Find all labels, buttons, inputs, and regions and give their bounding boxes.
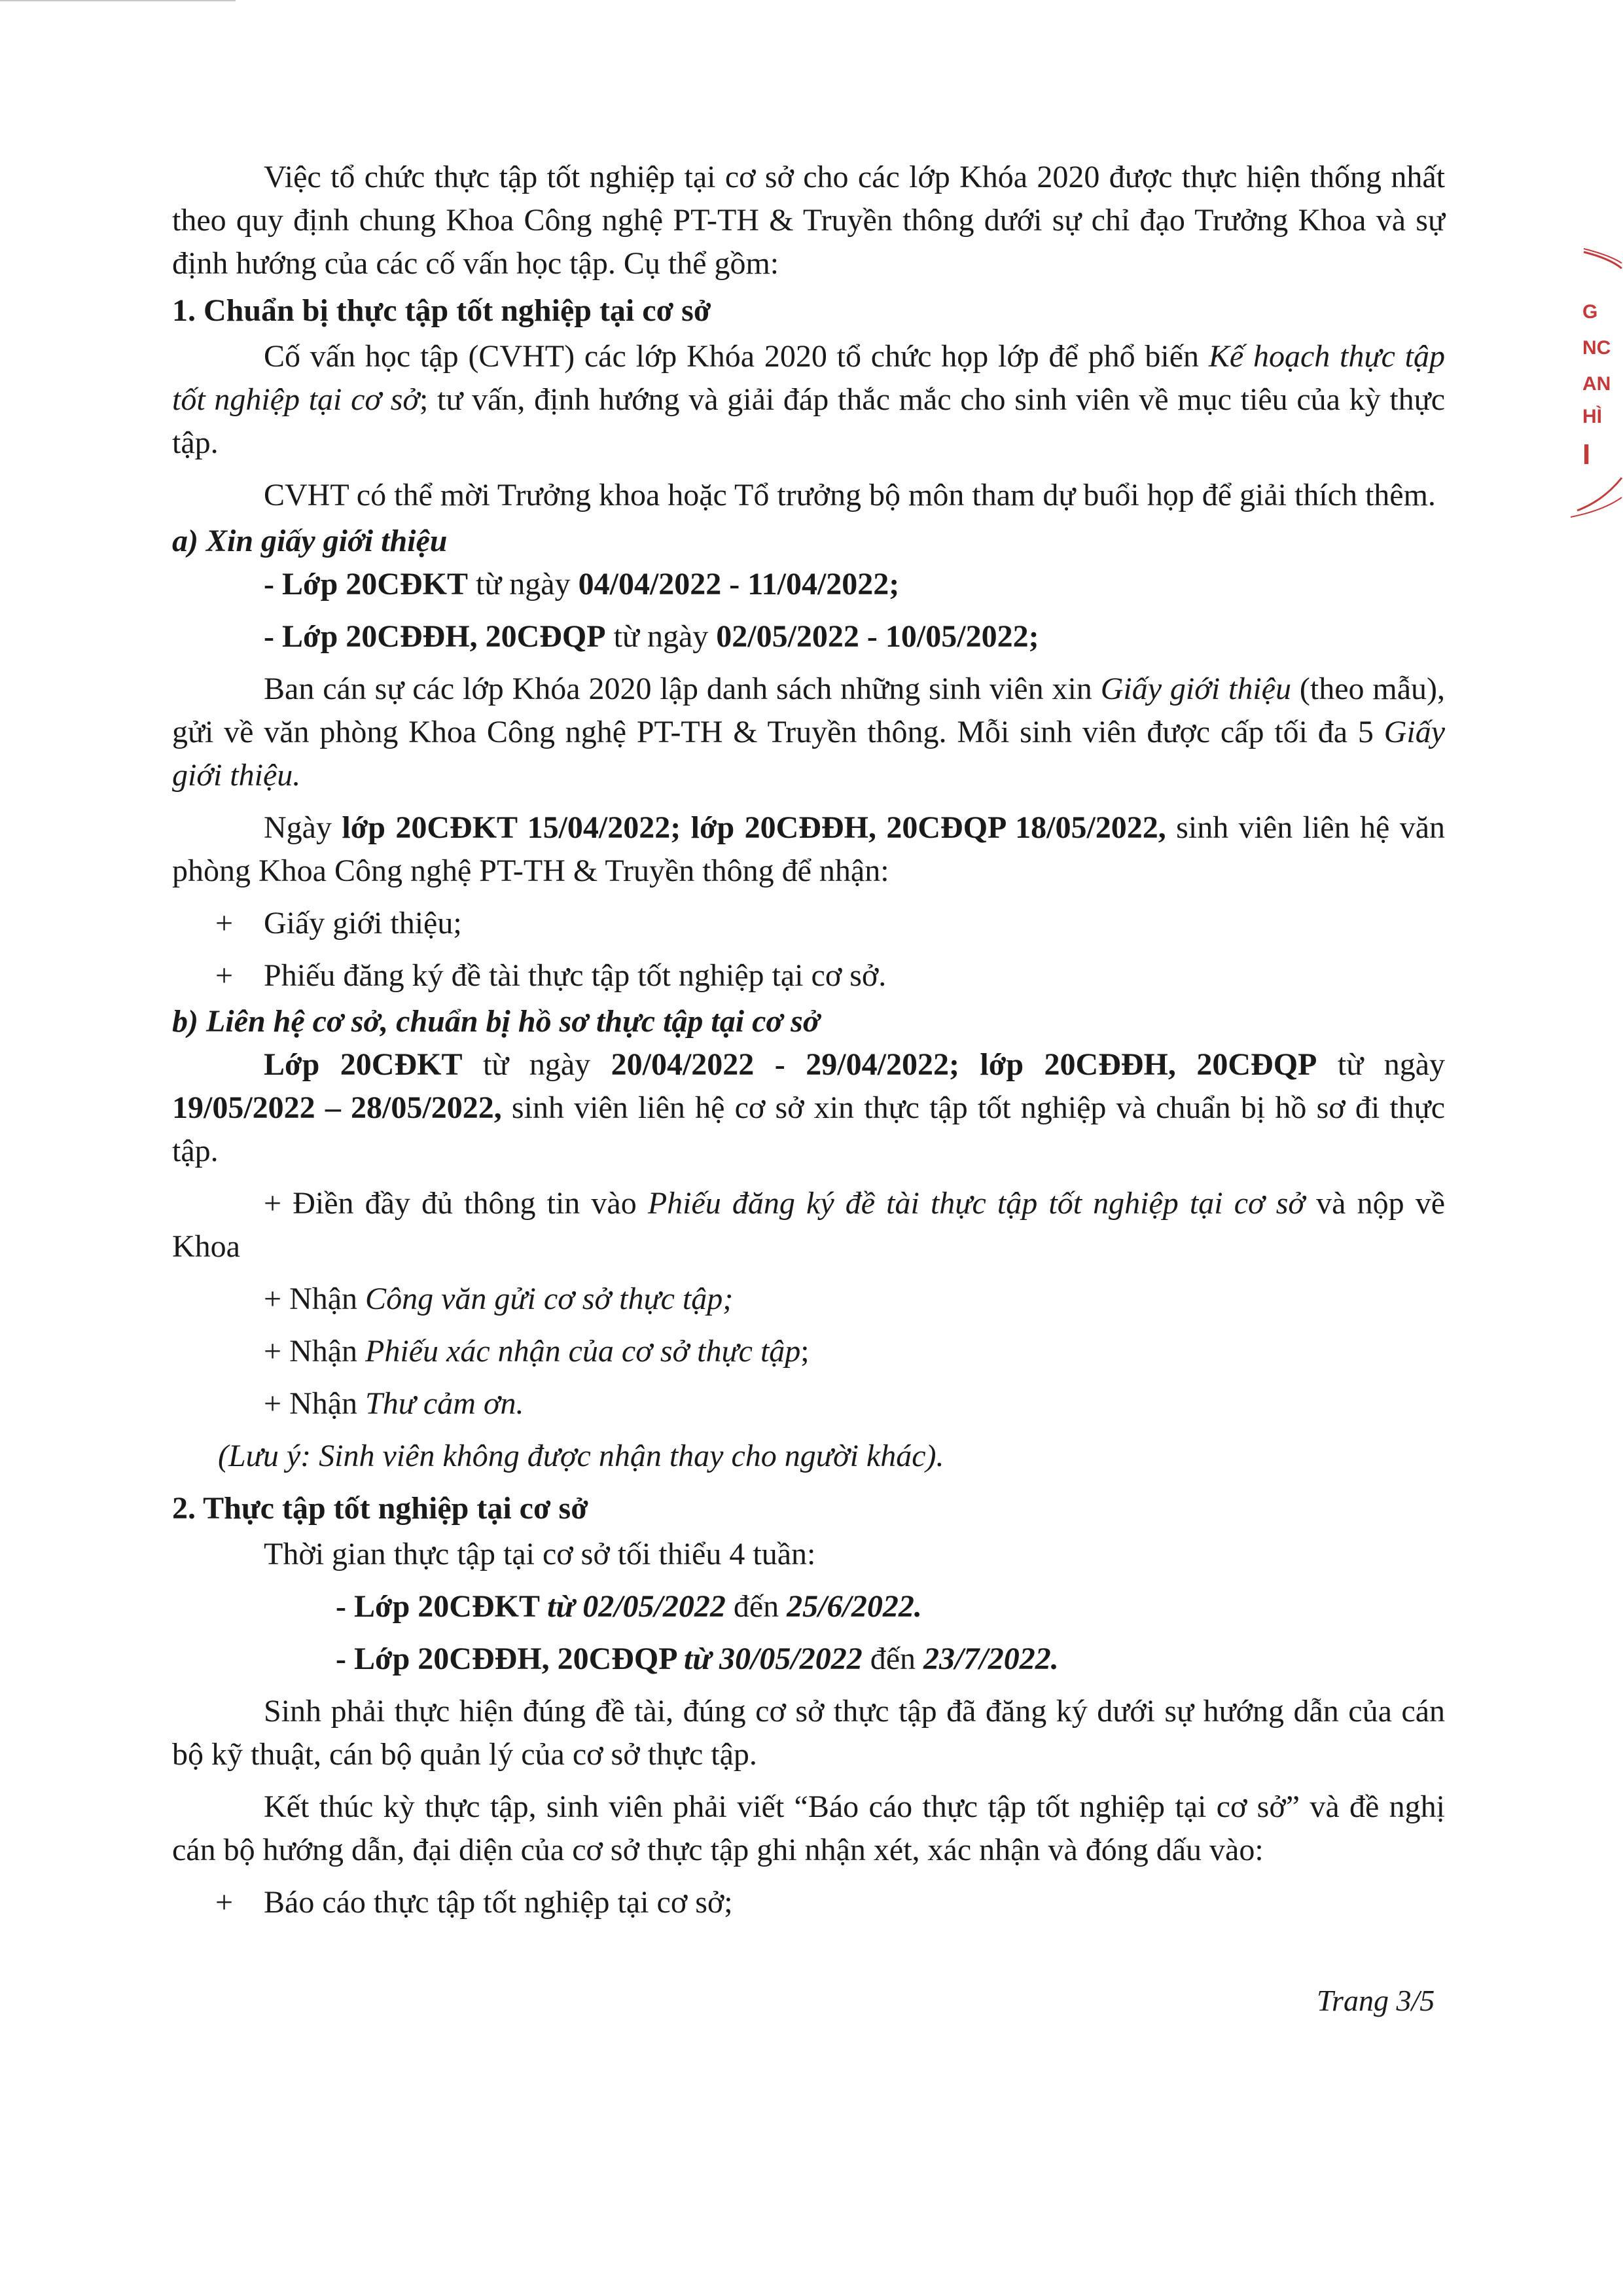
list-item: + Phiếu đăng ký đề tài thực tập tốt nghiệp tại cơ sở.: [172, 954, 1445, 997]
paragraph-topic: Sinh phải thực hiện đúng đề tài, đúng cơ sở thực tập đã đăng ký dưới sự hướng dẫn của cán bộ kỹ thuật, cán bộ quản lý của cơ sở thực tập.: [172, 1694, 1445, 1772]
paragraph-list: Ban cán sự các lớp Khóa 2020 lập danh sách những sinh viên xin Giấy giới thiệu (theo mẫu), gửi về văn phòng Khoa Công nghệ PT-TH & Truyền thông. Mỗi sinh viên được cấp tối đa 5 Giấy giới thiệu.: [172, 672, 1446, 793]
step-receive-confirmation: + Nhận Phiếu xác nhận của cơ sở thực tập;: [264, 1334, 810, 1369]
bullet-plus: +: [215, 1885, 234, 1920]
list-item: + Giấy giới thiệu;: [172, 902, 1445, 945]
stamp-letter: AN: [1582, 373, 1611, 395]
period-line-20cdkt: - Lớp 20CĐKT từ 02/05/2022 đến 25/6/2022.: [336, 1589, 922, 1624]
step-receive-letter: + Nhận Công văn gửi cơ sở thực tập;: [264, 1282, 734, 1316]
page-number: Trang 3/5: [1317, 1984, 1435, 2017]
stamp-letter: I: [1582, 439, 1591, 471]
bullet-plus: +: [215, 958, 234, 993]
paragraph-cvht: Cố vấn học tập (CVHT) các lớp Khóa 2020 tổ chức họp lớp để phổ biến Kế hoạch thực tập tốt nghiệp tại cơ sở; tư vấn, định hướng và giải đáp thắc mắc cho sinh viên về mục tiêu của kỳ thực tập.: [172, 339, 1446, 460]
schedule-line-20cdkt: - Lớp 20CĐKT từ ngày 04/04/2022 - 11/04/2022;: [264, 567, 900, 601]
section-heading-2: 2. Thực tập tốt nghiệp tại cơ sở: [172, 1491, 588, 1526]
step-fill-form: + Điền đầy đủ thông tin vào Phiếu đăng ký đề tài thực tập tốt nghiệp tại cơ sở và nộp về Khoa: [172, 1186, 1446, 1264]
intro-paragraph: Việc tổ chức thực tập tốt nghiệp tại cơ sở cho các lớp Khóa 2020 được thực hiện thống nhất theo quy định chung Khoa Công nghệ PT-TH & Truyền thông dưới sự chỉ đạo Trưởng Khoa và sự định hướng của các cố vấn học tập. Cụ thể gồm:: [172, 160, 1445, 281]
scan-edge-line: [0, 0, 236, 1]
step-receive-thanks: + Nhận Thư cảm ơn.: [264, 1386, 524, 1421]
list-item: + Báo cáo thực tập tốt nghiệp tại cơ sở;: [172, 1881, 1445, 1924]
paragraph-invite: CVHT có thể mời Trưởng khoa hoặc Tổ trưởng bộ môn tham dự buổi họp để giải thích thêm.: [264, 478, 1436, 512]
subheading-b: b) Liên hệ cơ sở, chuẩn bị hồ sơ thực tập tại cơ sở: [172, 1004, 820, 1039]
stamp-letter: NC: [1582, 337, 1611, 359]
stamp-letter: HÌ: [1582, 406, 1602, 427]
bullet-plus: +: [215, 906, 234, 941]
paragraph-contact-schedule: Lớp 20CĐKT từ ngày 20/04/2022 - 29/04/2022; lớp 20CĐĐH, 20CĐQP từ ngày 19/05/2022 – 28/05/2022, sinh viên liên hệ cơ sở xin thực tập tốt nghiệp và chuẩn bị hồ sơ đi thực tập.: [172, 1047, 1446, 1168]
paragraph-report: Kết thúc kỳ thực tập, sinh viên phải viết “Báo cáo thực tập tốt nghiệp tại cơ sở” và đề nghị cán bộ hướng dẫn, đại diện của cơ sở thực tập ghi nhận xét, xác nhận và đóng dấu vào:: [172, 1789, 1445, 1867]
note-text: (Lưu ý: Sinh viên không được nhận thay cho người khác).: [218, 1439, 944, 1473]
stamp-letter: G: [1582, 301, 1598, 323]
red-stamp-fragment: [1558, 242, 1623, 530]
paragraph-receive-date: Ngày lớp 20CĐKT 15/04/2022; lớp 20CĐĐH, 20CĐQP 18/05/2022, sinh viên liên hệ văn phòng Khoa Công nghệ PT-TH & Truyền thông để nhận:: [172, 810, 1446, 888]
subheading-a: a) Xin giấy giới thiệu: [172, 524, 448, 558]
paragraph-duration: Thời gian thực tập tại cơ sở tối thiểu 4 tuần:: [264, 1537, 816, 1571]
schedule-line-20cddh: - Lớp 20CĐĐH, 20CĐQP từ ngày 02/05/2022 - 10/05/2022;: [264, 619, 1039, 654]
section-heading-1: 1. Chuẩn bị thực tập tốt nghiệp tại cơ sở: [172, 293, 711, 328]
period-line-20cddh: - Lớp 20CĐĐH, 20CĐQP từ 30/05/2022 đến 23/7/2022.: [336, 1641, 1059, 1676]
document-body: [172, 156, 1445, 1924]
